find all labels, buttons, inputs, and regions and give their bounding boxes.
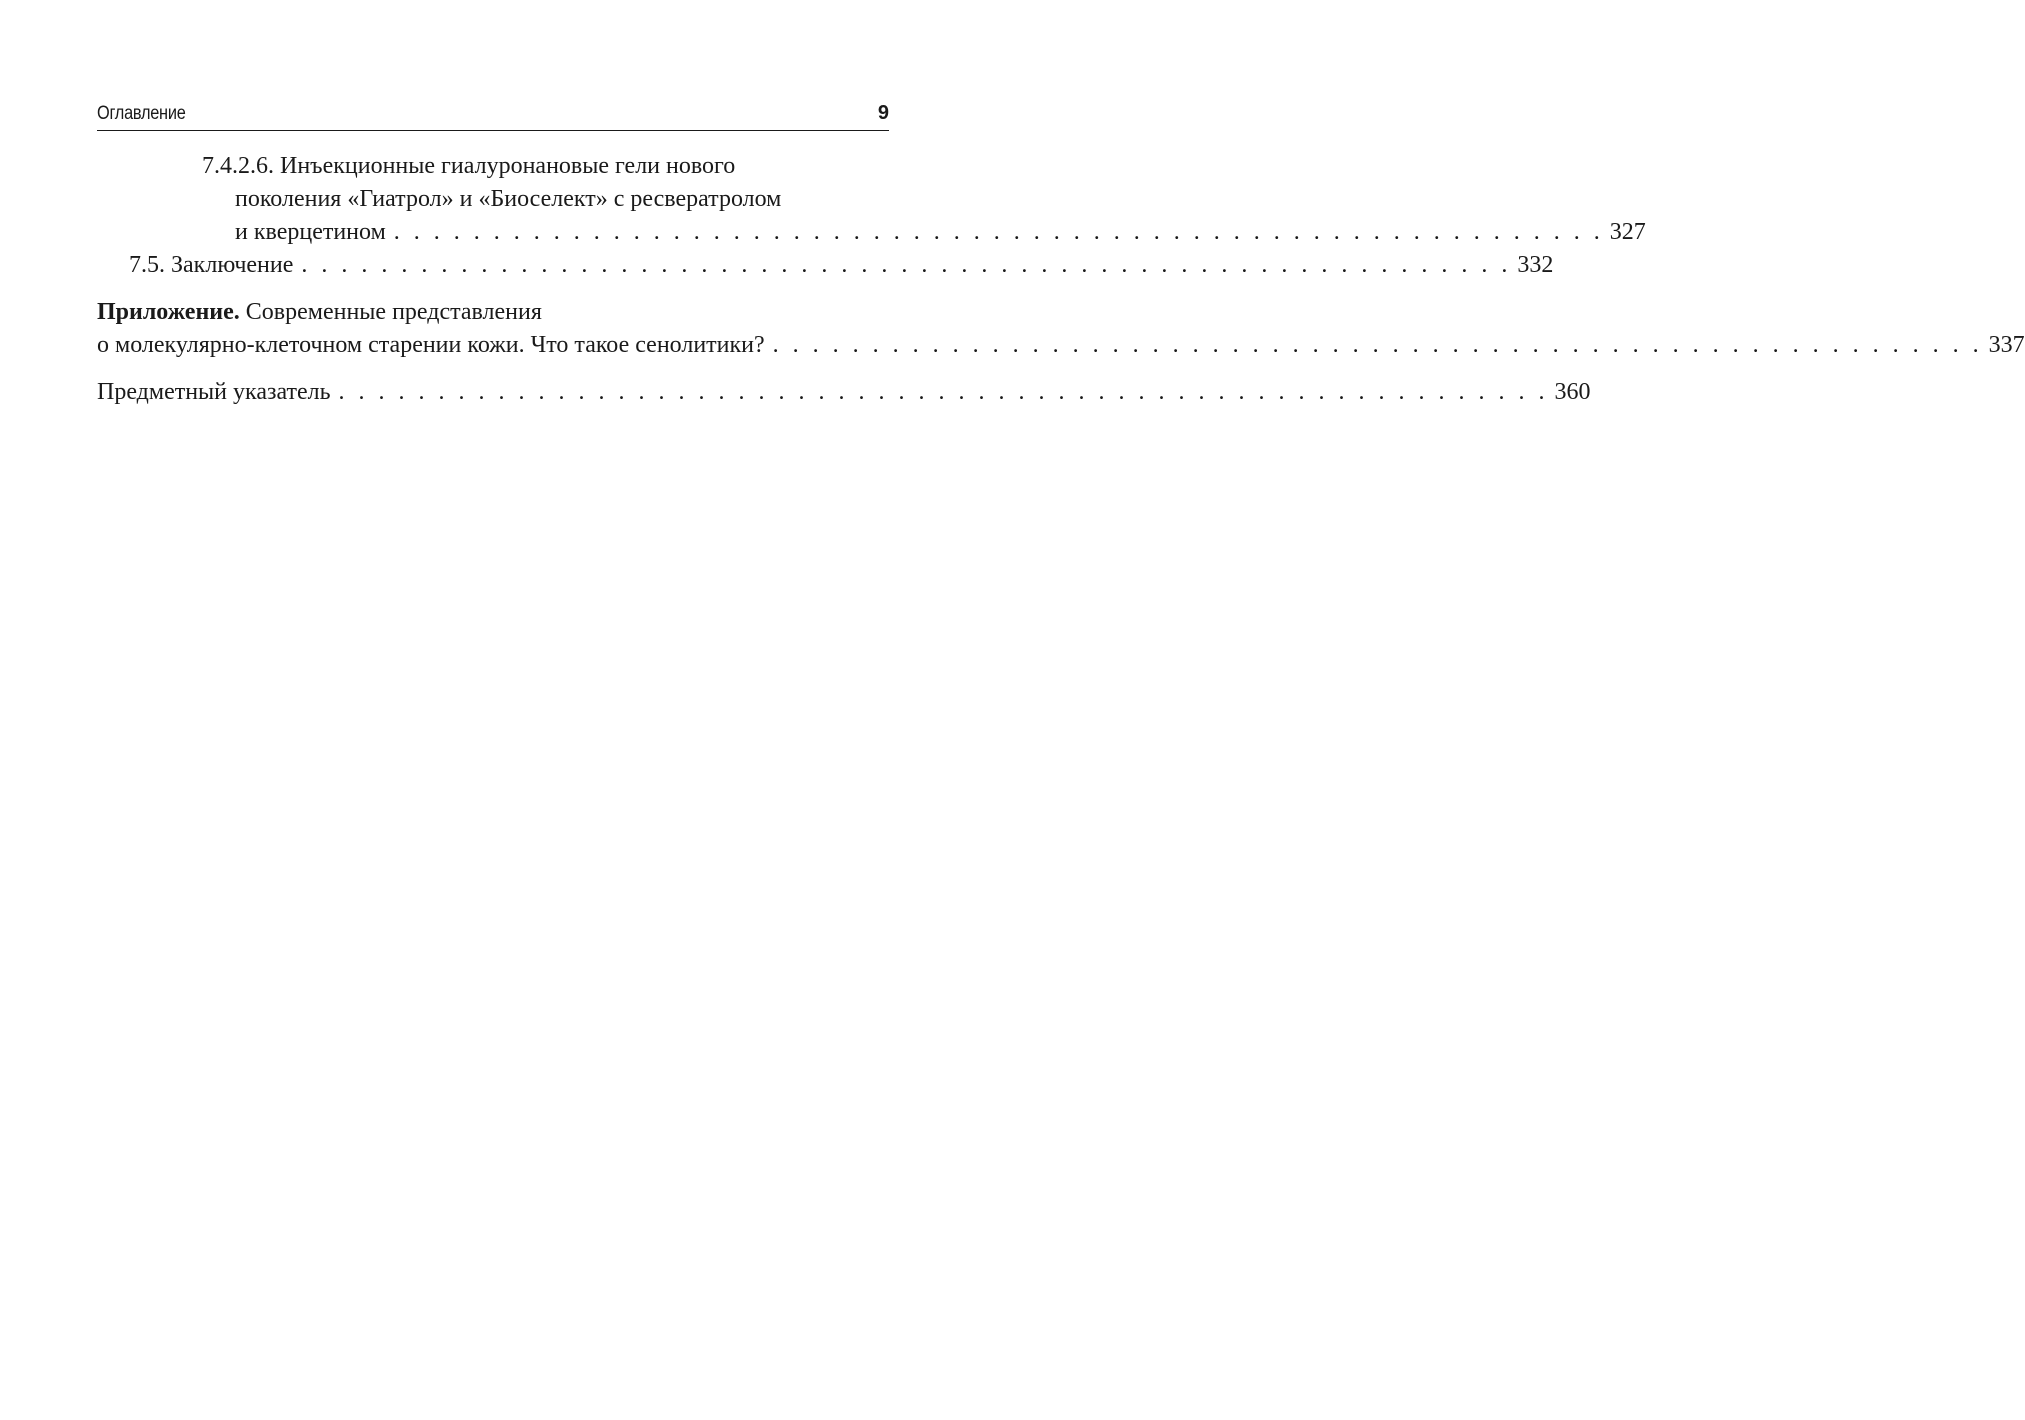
toc-line <box>97 376 1591 409</box>
running-header <box>97 100 889 131</box>
toc-entry-7-5[interactable] <box>97 249 1554 282</box>
toc-entry-7-4-2-6[interactable] <box>97 150 1646 249</box>
page <box>97 0 2025 1420</box>
appendix-label: Приложение. <box>97 299 240 325</box>
toc-entry-text: 7.5. Заключение <box>129 252 294 278</box>
toc-line <box>97 150 889 183</box>
table-of-contents <box>97 150 2025 409</box>
spacer <box>97 282 889 296</box>
toc-entry-text: о молекулярно-клеточном старении кожи. Что такое сенолитики? <box>97 332 765 358</box>
toc-line <box>97 183 889 216</box>
dot-leader: . . . . . . . . . . . . . . . . . . . . . . . . . . . . . . . . . . . . . . . . . . . . . . . . . . . . . . . . . . . . . <box>393 219 1604 245</box>
toc-line <box>97 216 1646 249</box>
toc-entry-text: поколения «Гиатрол» и «Биоселект» с ресвератролом <box>235 186 782 212</box>
toc-page-ref: 360 <box>1554 379 1591 405</box>
page-number: 9 <box>877 102 889 124</box>
dot-leader: . . . . . . . . . . . . . . . . . . . . . . . . . . . . . . . . . . . . . . . . . . . . . . . . . . . . . . . . . . . . . <box>772 332 1983 358</box>
toc-entry-appendix[interactable] <box>97 296 2025 362</box>
toc-page-ref: 337 <box>1988 332 2025 358</box>
running-title: Оглавление <box>97 103 186 124</box>
toc-line <box>97 296 889 329</box>
toc-page-ref: 332 <box>1517 252 1554 278</box>
toc-entry-text: и кверцетином <box>235 219 386 245</box>
toc-entry-text: Предметный указатель <box>97 379 331 405</box>
dot-leader: . . . . . . . . . . . . . . . . . . . . . . . . . . . . . . . . . . . . . . . . . . . . . . . . . . . . . . . . . . . . . <box>301 252 1512 278</box>
dot-leader: . . . . . . . . . . . . . . . . . . . . . . . . . . . . . . . . . . . . . . . . . . . . . . . . . . . . . . . . . . . . . <box>338 379 1549 405</box>
toc-entry-index[interactable] <box>97 376 1591 409</box>
toc-entry-text: Современные представления <box>239 299 542 325</box>
toc-line <box>97 329 2025 362</box>
spacer <box>97 362 889 376</box>
toc-page-ref: 327 <box>1609 219 1646 245</box>
toc-entry-text: 7.4.2.6. Инъекционные гиалуронановые гели нового <box>202 153 736 179</box>
toc-line <box>97 249 1554 282</box>
